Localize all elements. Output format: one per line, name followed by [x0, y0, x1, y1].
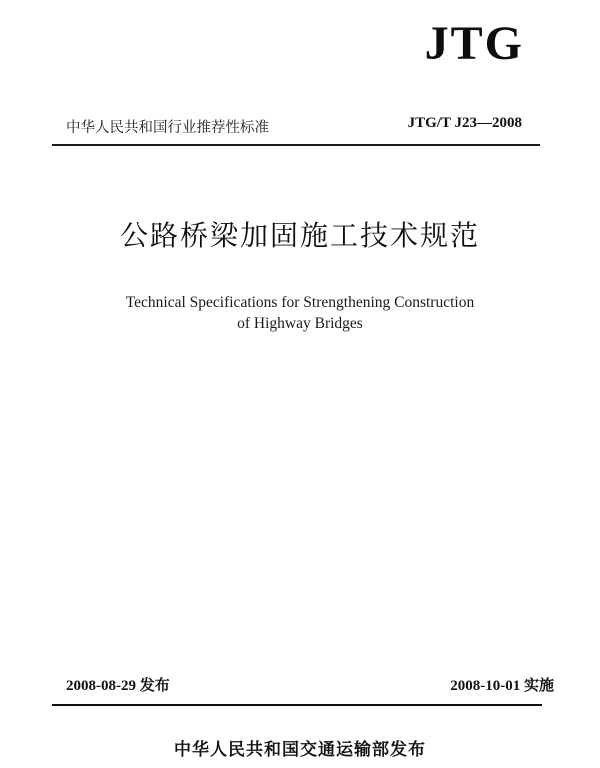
issue-date: 2008-08-29 发布 [66, 678, 170, 694]
publisher: 中华人民共和国交通运输部发布 [174, 740, 426, 760]
english-title-line-2: of Highway Bridges [237, 315, 363, 332]
footer-divider [52, 704, 542, 706]
document-title-english [0, 292, 600, 334]
standard-category: 中华人民共和国行业推荐性标准 [66, 120, 269, 136]
standard-code: JTG/T J23—2008 [407, 115, 522, 131]
document-title-chinese: 公路桥梁加固施工技术规范 [119, 219, 480, 252]
standard-logo: JTG [424, 17, 524, 70]
effective-date: 2008-10-01 实施 [450, 678, 554, 694]
english-title-line-1: Technical Specifications for Strengthening Construction [125, 294, 475, 311]
header-divider [52, 144, 540, 146]
